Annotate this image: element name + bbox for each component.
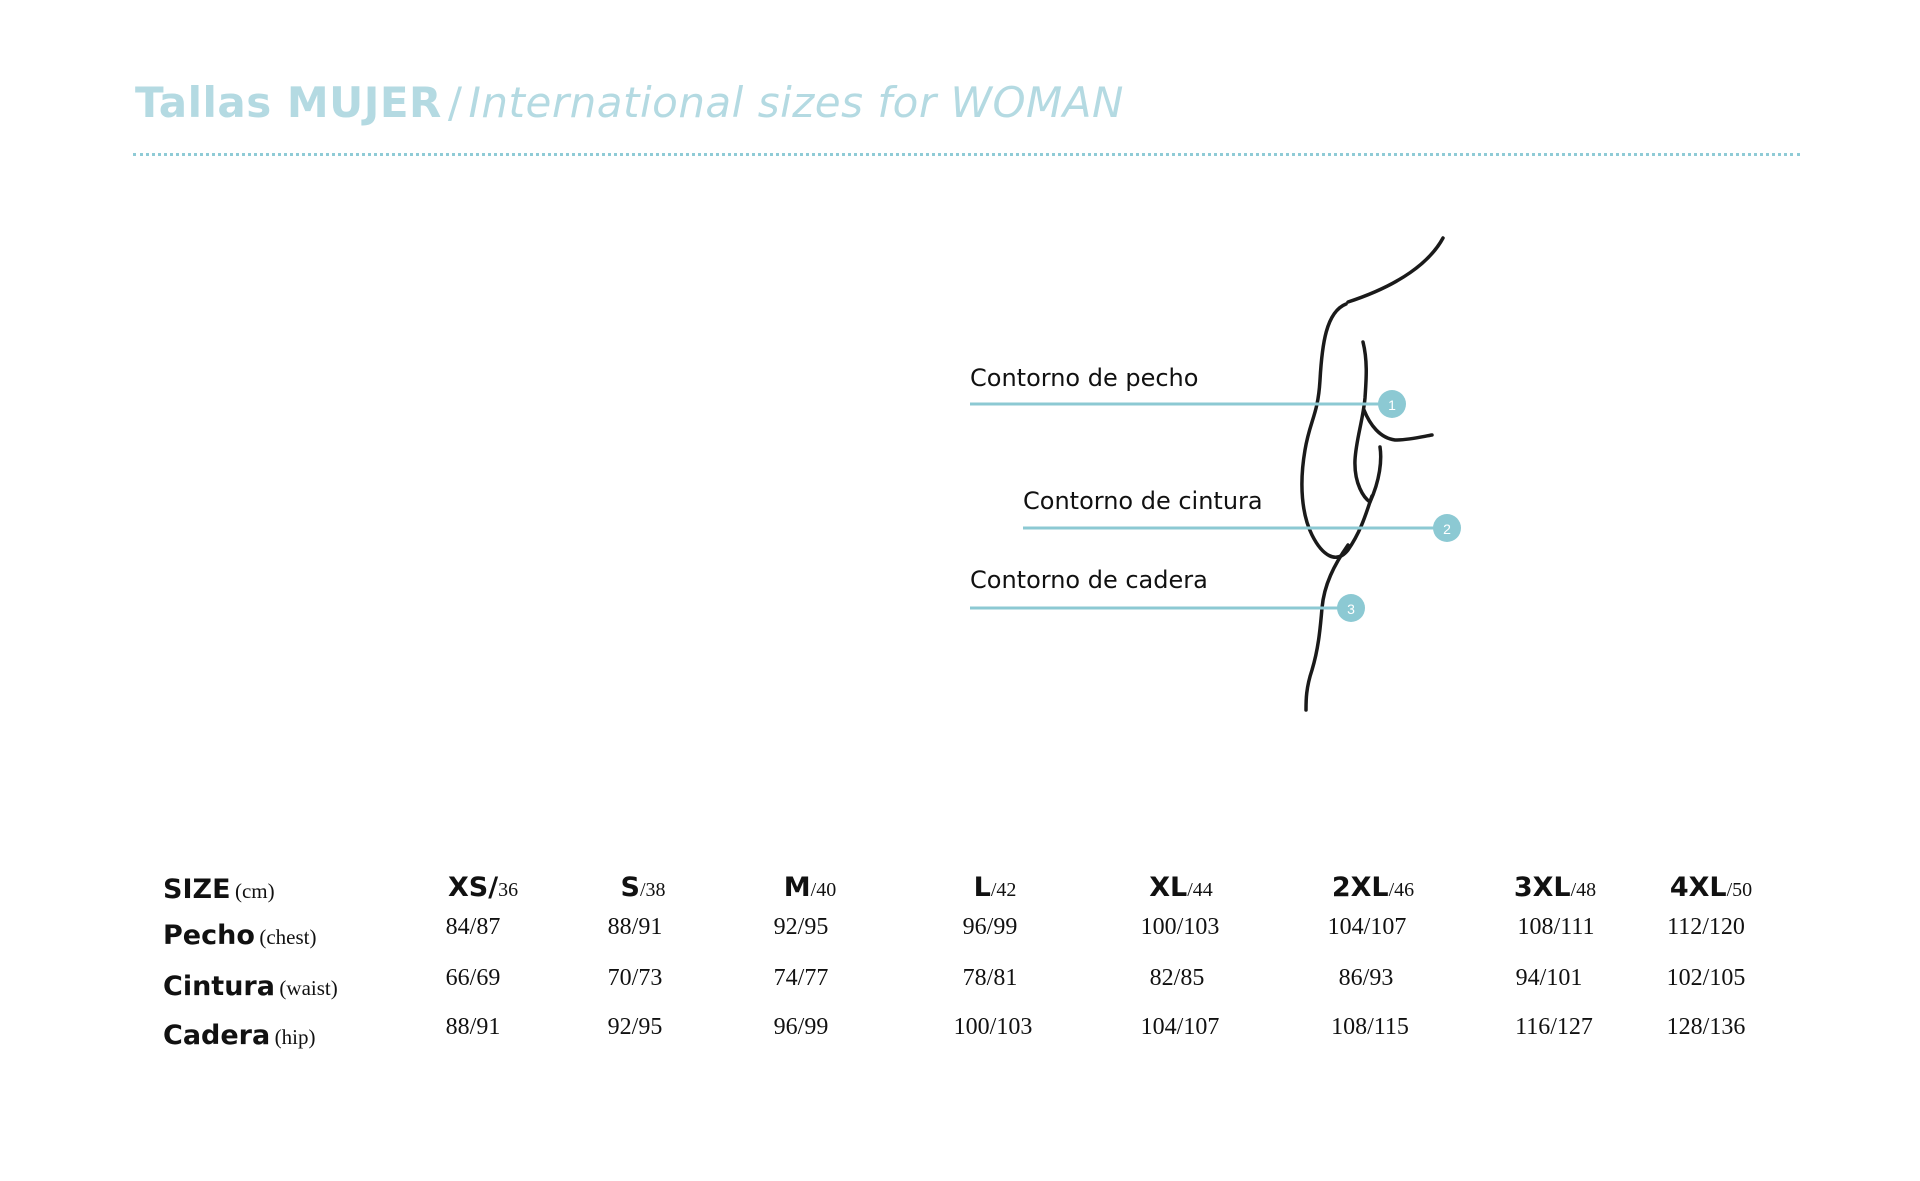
column-header-4xl: 4XL/50 <box>1669 872 1753 903</box>
table-cell: 102/105 <box>1666 965 1746 991</box>
table-cell: 100/103 <box>1140 914 1220 940</box>
label-hip-contour: Contorno de cadera <box>970 566 1208 594</box>
table-cell: 92/95 <box>607 1014 663 1040</box>
column-header-xl: XL/44 <box>1149 872 1213 903</box>
table-cell: 66/69 <box>445 965 501 991</box>
table-cell: 88/91 <box>607 914 663 940</box>
column-header-3xl: 3XL/48 <box>1513 872 1597 903</box>
column-header-l: L/42 <box>973 872 1017 903</box>
table-cell: 128/136 <box>1666 1014 1746 1040</box>
neck-line <box>1348 238 1443 302</box>
size-unit: (cm) <box>234 879 275 903</box>
table-cell: 108/115 <box>1331 1014 1409 1040</box>
hip-line <box>1306 545 1348 710</box>
title-subtitle: International sizes for WOMAN <box>468 78 1124 127</box>
table-cell: 74/77 <box>773 965 829 991</box>
table-cell: 112/120 <box>1667 914 1745 940</box>
svg-text:3: 3 <box>1347 601 1355 617</box>
table-cell: 104/107 <box>1327 914 1407 940</box>
row-label-chest: Pecho (chest) <box>163 920 317 951</box>
table-cell: 92/95 <box>773 914 829 940</box>
column-header-s: S/38 <box>620 872 666 903</box>
column-header-m: M/40 <box>783 872 837 903</box>
marker-3 <box>1337 594 1365 622</box>
table-cell: 96/99 <box>773 1014 829 1040</box>
title-strong: Tallas MUJER <box>135 78 442 127</box>
table-cell: 104/107 <box>1140 1014 1220 1040</box>
marker-2 <box>1433 514 1461 542</box>
svg-text:2: 2 <box>1443 521 1451 537</box>
row-label-waist: Cintura (waist) <box>163 971 338 1002</box>
row-label-hip: Cadera (hip) <box>163 1020 316 1051</box>
label-waist-contour: Contorno de cintura <box>1023 487 1263 515</box>
table-cell: 78/81 <box>962 965 1018 991</box>
svg-text:1: 1 <box>1388 397 1396 413</box>
table-cell: 88/91 <box>445 1014 501 1040</box>
marker-1 <box>1378 390 1406 418</box>
size-header-label <box>163 874 275 905</box>
table-cell: 84/87 <box>445 914 501 940</box>
arm-line <box>1355 342 1381 502</box>
table-cell: 82/85 <box>1149 965 1205 991</box>
title-separator: / <box>447 78 463 127</box>
table-cell: 86/93 <box>1338 965 1394 991</box>
label-chest-contour: Contorno de pecho <box>970 364 1199 392</box>
table-cell: 108/111 <box>1517 914 1595 940</box>
table-cell: 70/73 <box>607 965 663 991</box>
column-header-2xl: 2XL/46 <box>1331 872 1415 903</box>
table-cell: 96/99 <box>962 914 1018 940</box>
table-cell: 94/101 <box>1515 965 1583 991</box>
column-header-xs: XS/36 <box>447 872 519 903</box>
table-cell: 100/103 <box>953 1014 1033 1040</box>
table-cell: 116/127 <box>1515 1014 1593 1040</box>
size-label: SIZE <box>163 874 231 905</box>
